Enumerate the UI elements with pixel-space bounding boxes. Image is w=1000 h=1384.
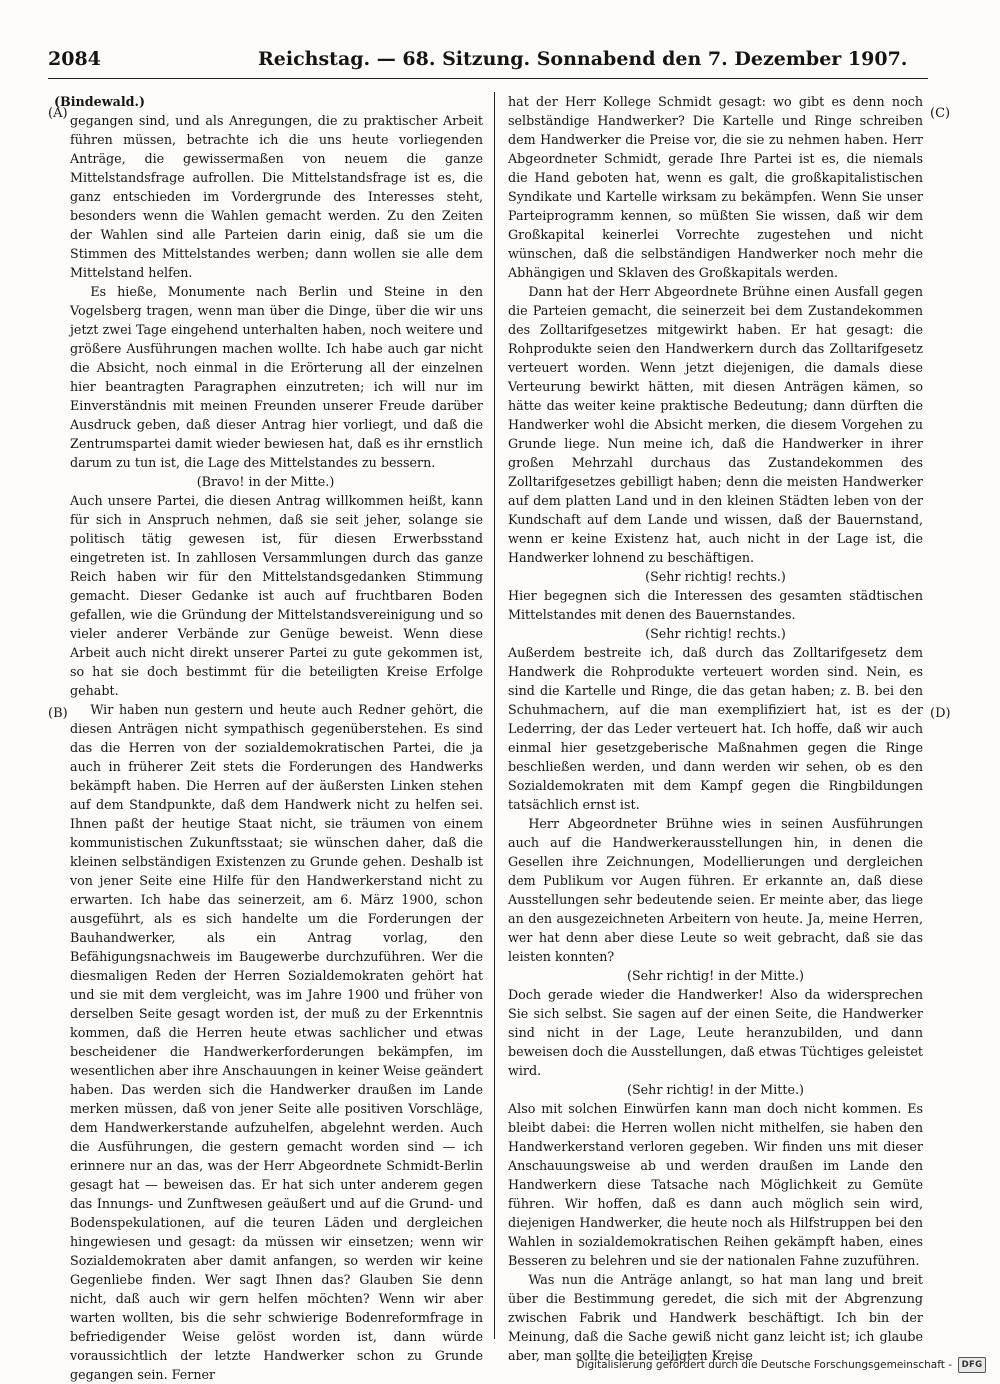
footer-text: Digitalisierung gefördert durch die Deutsche Forschungsgemeinschaft - [576,1359,952,1371]
paragraph: hat der Herr Kollege Schmidt gesagt: wo gibt es denn noch selbständige Handwerker? Die Kartelle und Ringe schreiben dem Handwerker die Preise vor, die sie zu nehmen haben. Herr Abgeordneter Schmidt, gerade Ihre Partei ist es, die niemals die Hand geboten hat, wenn es galt, die großkapitalistischen Syndikate und Kartelle wirksam zu bekämpfen. Wenn Sie unser Parteiprogramm kennen, so müßten Sie wissen, daß wir dem Großkapital keinerlei Vorrechte zugestehen und nicht wünschen, daß die selbständigen Handwerker noch mehr die Abhängigen und Sklaven des Großkapitals werden. [508,94,923,280]
paragraph: Auch unsere Partei, die diesen Antrag willkommen heißt, kann für sich in Anspruch nehmen, daß sie seit jeher, solange sie politisch tätig gewesen ist, für diesen Erwerbsstand eingetreten ist. In zahllosen Versammlungen durch das ganze Reich haben wir für den Mittelstandsgedanken Stimmung gemacht. Dieser Gedanke ist auch auf fruchtbaren Boden gefallen, wie die Gründung der Mittelstandsvereinigung und so vieler anderer Verbände zur Genüge beweist. Wenn diese Arbeit auch nicht direkt unserer Partei zu gute gekommen ist, so hat sie doch bestimmt für die beteiligten Kreise Erfolge gehabt. [70,493,483,698]
page-title: Reichstag. — 68. Sitzung. Sonnabend den 7. Dezember 1907. [258,48,908,70]
left-column [48,92,483,1382]
paragraph: Dann hat der Herr Abgeordnete Brühne einen Ausfall gegen die Parteien gemacht, die seinerzeit bei dem Zustandekommen des Zolltarifgesetzes mitgewirkt haben. Er hat gesagt: die Rohprodukte seien den Handwerkern durch das Zolltarifgesetz verteuert worden. Wenn jetzt diejenigen, die damals diese Verteurung bewirkt hätten, mit diesen Anträgen kämen, so hätte das weiter keine praktische Bedeutung; dann dürften die Handwerker wohl die Absicht merken, die diesem Vorgehen zu Grunde liege. Nun meine ich, daß die Handwerker in ihrer großen Mehrzahl durchaus das Zustandekommen des Zolltarifgesetzes gebilligt haben; denn die meisten Handwerker auf dem platten Land und in den kleinen Städten leben von der Kundschaft auf dem Lande und wissen, daß der Bauernstand, wenn er keine Existenz hat, auch nicht in der Lage ist, die Handwerker lohnend zu beschäftigen. [508,284,923,565]
digitization-footer [576,1355,986,1375]
paragraph: Also mit solchen Einwürfen kann man doch nicht kommen. Es bleibt dabei: die Herren wollen nicht mithelfen, sie haben den Handwerkerstand verloren gegeben. Wir finden uns mit dieser Anschauungsweise ab und werden draußen im Lande den Handwerkern diese Tatsache nach Möglichkeit zu Gemüte führen. Wir hoffen, daß es dann auch möglich sein wird, diejenigen Handwerker, die heute noch als Hilfstruppen bei den Wahlen in sozialdemokratischen Reihen gekämpft haben, eines Besseren zu belehren und sie der nationalen Fahne zuzuführen. [508,1101,923,1268]
dfg-logo-icon: DFG [958,1357,986,1373]
paragraph: Doch gerade wieder die Handwerker! Also da widersprechen Sie sich selbst. Sie sagen auf der einen Seite, die Handwerker sind nicht in der Lage, Leute heranzubilden, und dann beweisen doch die Ausstellungen, daß etwas Tüchtiges geleistet wird. [508,987,923,1078]
margin-mark-a: (A) [48,106,68,121]
paragraph: Was nun die Anträge anlangt, so hat man lang und breit über die Bestimmung geredet, die sich mit der Abgrenzung zwischen Fabrik und Handwerk beschäftigt. Ich bin der Meinung, daß die Sache gewiß nicht ganz leicht ist; ich glaube aber, man sollte die beteiligten Kreise [508,1272,923,1363]
margin-mark-d: (D) [930,706,951,721]
margin-mark-b: (B) [48,706,68,721]
column-divider [494,92,495,1339]
speaker-name: (Bindewald.) [54,94,145,109]
right-column [508,92,923,1363]
interjection: (Sehr richtig! in der Mitte.) [627,968,804,983]
interjection: (Sehr richtig! rechts.) [645,626,786,641]
paragraph: Hier begegnen sich die Interessen des gesamten städtischen Mittelstandes mit denen des Bauernstandes. [508,588,923,622]
page-number: 2084 [48,48,101,70]
page-header [48,44,928,79]
paragraph: Außerdem bestreite ich, daß durch das Zolltarifgesetz dem Handwerk die Rohprodukte verteuert worden sind. Nein, es sind die Kartelle und Ringe, die das getan haben; z. B. bei den Schuhmachern, auf die man exemplifiziert hat, ist es der Lederring, der das Leder verteuert hat. Ich hoffe, daß wir auch einmal hier gesetzgeberische Maßnahmen gegen die Ringe beschließen werden, und dann werden wir sehen, ob es den Sozialdemokraten mit dem Kampf gegen die Ringbildungen tatsächlich ernst ist. [508,645,923,812]
paragraph: Herr Abgeordneter Brühne wies in seinen Ausführungen auch auf die Handwerkerausstellungen hin, in denen die Gesellen ihre Zeichnungen, Modellierungen und dergleichen dem Publikum vor Augen führen. Er erkannte an, daß diese Ausstellungen sehr bedeutende seien. Er meinte aber, das liege an den ausgezeichneten Arbeitern von heute. Ja, meine Herren, wer hat denn aber diese Leute so weit gebracht, daß sie das leisten konnten? [508,816,923,964]
interjection: (Sehr richtig! in der Mitte.) [627,1082,804,1097]
paragraph: Wir haben nun gestern und heute auch Redner gehört, die diesen Anträgen nicht sympathisch gegenüberstehen. Es sind das die Herren von der sozialdemokratischen Partei, die ja auch in früherer Zeit stets die Forderungen des Handwerks bekämpft haben. Die Herren auf der äußersten Linken stehen auf dem Standpunkte, daß dem Handwerk nicht zu helfen sei. Ihnen paßt der heutige Staat nicht, sie träumen von einem kommunistischen Zukunftsstaat; sie wünschen daher, daß die kleinen selbständigen Existenzen zu Grunde gehen. Deshalb ist von jener Seite eine Hilfe für den Handwerkerstand nicht zu erwarten. Ich habe das seinerzeit, am 6. März 1900, schon ausgeführt, als es sich handelte um die Forderungen der Bauhandwerker, als ein Antrag vorlag, den Befähigungsnachweis im Baugewerbe durchzuführen. Wer die diesmaligen Reden der Herren Sozialdemokraten gehört hat und sie mit dem vergleicht, was im Jahre 1900 und früher von derselben Seite gesagt worden ist, der muß zu der Erkenntnis kommen, daß die Herren heute etwas sachlicher und etwas bescheidener die Handwerkerforderungen bekämpfen, im wesentlichen aber ihre Anschauungen in keiner Weise geändert haben. Das werden sich die Handwerker draußen im Lande merken müssen, daß von jener Seite alle positiven Vorschläge, dem Handwerkerstande aufzuhelfen, abgelehnt werden. Auch die Ausführungen, die gestern gemacht worden sind — ich erinnere nur an das, was der Herr Abgeordnete Schmidt-Berlin gesagt hat — beweisen das. Er hat sich unter anderem gegen das Innungs- und Zunftwesen geäußert und auf die Grund- und Bodenspekulationen, auf die teuren Läden und dergleichen hingewiesen und gesagt: da müssen wir einsetzen; wenn wir Sozialdemokraten aber damit anfangen, so werden wir keine Gegenliebe finden. Wer sagt Ihnen das? Glauben Sie denn nicht, daß auch wir gern helfen möchten? Wenn wir aber warten wollten, bis die sehr schwierige Bodenreformfrage in befriedigender Weise gelöst worden ist, dann würde voraussichtlich der letzte Handwerker schon zu Grunde gegangen sein. Ferner [70,702,483,1382]
interjection: (Bravo! in der Mitte.) [196,474,335,489]
margin-mark-c: (C) [930,106,951,121]
paragraph: gegangen sind, und als Anregungen, die zu praktischer Arbeit führen müssen, betrachte ich die uns heute vorliegenden Anträge, die gewissermaßen von neuem die ganze Mittelstandsfrage aufrollen. Die Mittelstandsfrage ist es, die ganz entschieden im Vordergrunde des Interesses steht, besonders wenn die Wahlen gemacht werden. Zu den Zeiten der Wahlen sind alle Parteien darin einig, daß sie um die Stimmen des Mittelstandes werben; dann wollen sie alle dem Mittelstand helfen. [70,113,483,280]
paragraph: Es hieße, Monumente nach Berlin und Steine in den Vogelsberg tragen, wenn man über die Dinge, über die wir uns jetzt zwei Tage eingehend unterhalten haben, noch weitere und größere Ausführungen machen wollte. Ich habe auch gar nicht die Absicht, noch einmal in die Erörterung all der einzelnen hier beantragten Paragraphen einzutreten; ich will nur im Einverständnis mit meinen Freunden unserer Freude darüber Ausdruck geben, daß dieser Antrag hier vorliegt, und daß die Zentrumspartei damit wieder bewiesen hat, daß es ihr ernstlich darum zu tun ist, die Lage des Mittelstandes zu bessern. [70,284,483,470]
interjection: (Sehr richtig! rechts.) [645,569,786,584]
